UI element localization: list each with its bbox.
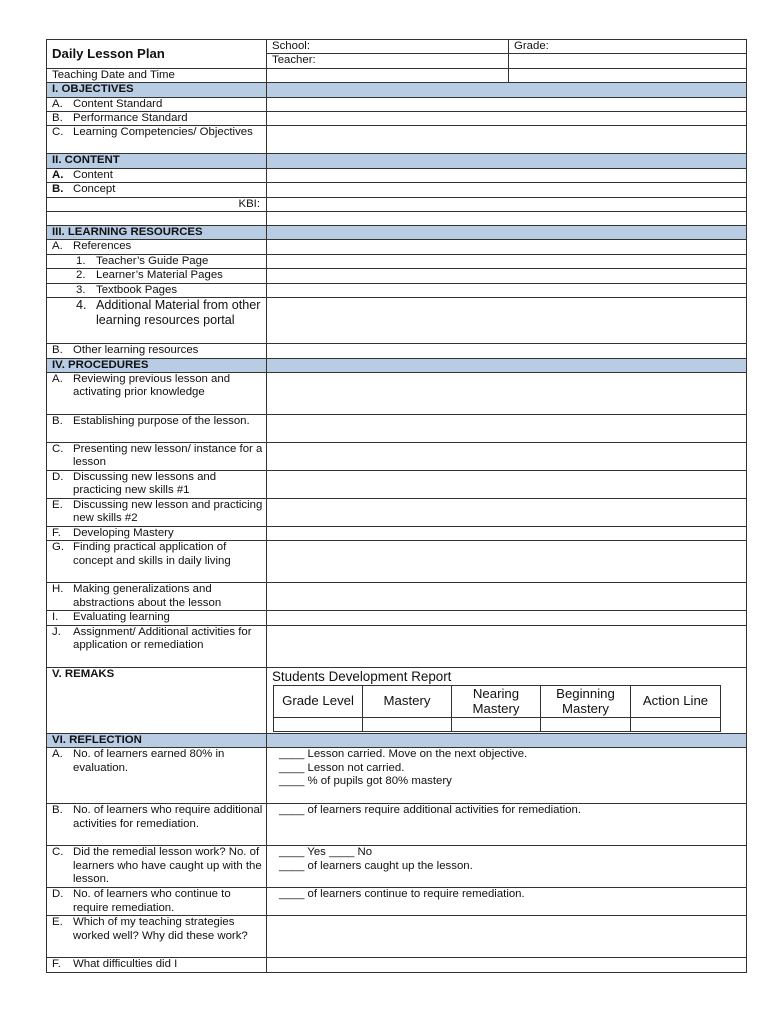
- item-mark: B.: [52, 804, 63, 817]
- teaching-date-cell-2: [509, 68, 747, 82]
- students-development-report: [267, 667, 747, 733]
- item-mark: A.: [52, 748, 63, 761]
- item-label: No. of learners who require additional activities for remediation.: [73, 804, 263, 830]
- answer-line: ____ Lesson not carried.: [279, 761, 405, 774]
- answer-cell: [267, 269, 747, 283]
- item-mark: C.: [52, 846, 64, 859]
- teaching-date-label: Teaching Date and Time: [47, 68, 267, 82]
- item-label: Performance Standard: [73, 112, 188, 125]
- list-item: [47, 888, 267, 916]
- list-item: [47, 112, 267, 126]
- section-procedures-fill: [267, 358, 747, 372]
- list-item: [47, 541, 267, 583]
- answer-line: ____ % of pupils got 80% mastery: [279, 774, 452, 787]
- answer-cell: [267, 183, 747, 197]
- answer-cell: [267, 240, 747, 254]
- item-label: Learning Competencies/ Objectives: [73, 126, 253, 139]
- item-mark: 1.: [76, 254, 86, 267]
- list-item: [47, 168, 267, 182]
- section-procedures-heading: IV. PROCEDURES: [47, 358, 267, 372]
- item-label: Did the remedial lesson work? No. of learners who have caught up with the lesson.: [73, 846, 262, 885]
- item-mark: A.: [52, 240, 63, 253]
- item-mark: F.: [52, 526, 61, 539]
- teacher-label: Teacher:: [267, 54, 509, 68]
- report-col-action-line: Action Line: [631, 685, 721, 717]
- list-item: [47, 269, 267, 283]
- answer-cell: [267, 470, 747, 498]
- report-cell: [363, 717, 452, 731]
- answer-cell: [267, 298, 747, 344]
- item-label: Additional Material from other learning resources portal: [96, 298, 261, 328]
- item-mark: E.: [52, 916, 63, 929]
- answer-cell: [267, 748, 747, 804]
- answer-cell: [267, 197, 747, 211]
- item-mark: J.: [52, 625, 61, 638]
- item-mark: D.: [52, 888, 64, 901]
- item-label: Discussing new lesson and practicing new skills #2: [73, 498, 263, 525]
- item-mark: B.: [52, 414, 63, 427]
- answer-cell: [267, 611, 747, 625]
- item-label: Developing Mastery: [73, 526, 174, 539]
- item-label: Teacher’s Guide Page: [96, 254, 209, 267]
- answer-cell: [267, 344, 747, 358]
- section-objectives-heading: I. OBJECTIVES: [47, 83, 267, 97]
- answer-cell: [267, 283, 747, 297]
- item-label: No. of learners who continue to require remediation.: [73, 888, 231, 914]
- list-item: [47, 298, 267, 344]
- answer-cell: [267, 526, 747, 540]
- list-item: [47, 183, 267, 197]
- item-label: Other learning resources: [73, 344, 199, 357]
- answer-cell: [267, 958, 747, 972]
- item-mark: G.: [52, 541, 65, 554]
- answer-cell: [267, 112, 747, 126]
- answer-line: ____ of learners require additional activities for remediation.: [279, 804, 582, 817]
- item-mark: B.: [52, 183, 64, 196]
- answer-cell: [267, 804, 747, 846]
- item-label: Reviewing previous lesson and activating prior knowledge: [73, 372, 231, 399]
- answer-cell: [267, 916, 747, 958]
- item-label: Textbook Pages: [96, 283, 178, 296]
- list-item: [47, 254, 267, 268]
- item-mark: H.: [52, 583, 64, 596]
- list-item: [47, 283, 267, 297]
- report-title: Students Development Report: [272, 668, 452, 684]
- answer-cell: [267, 625, 747, 667]
- spacer-cell: [47, 212, 267, 226]
- answer-cell: [267, 583, 747, 611]
- section-reflection-heading: VI. REFLECTION: [47, 733, 267, 747]
- report-cell: [452, 717, 541, 731]
- list-item: [47, 126, 267, 154]
- list-item: [47, 498, 267, 526]
- report-col-mastery: Mastery: [363, 685, 452, 717]
- item-mark: A.: [52, 372, 63, 385]
- item-mark: 4.: [76, 298, 87, 313]
- answer-cell: [267, 498, 747, 526]
- answer-cell: [267, 414, 747, 442]
- item-label: Finding practical application of concept and skills in daily living: [73, 541, 231, 567]
- section-objectives-fill: [267, 83, 747, 97]
- document-title: Daily Lesson Plan: [47, 40, 267, 69]
- item-mark: B.: [52, 344, 63, 357]
- answer-cell: [267, 97, 747, 111]
- list-item: [47, 526, 267, 540]
- item-label: No. of learners earned 80% in evaluation.: [73, 748, 225, 774]
- item-mark: E.: [52, 498, 63, 511]
- item-label: Content: [73, 168, 113, 181]
- list-item: [47, 625, 267, 667]
- list-item: [47, 916, 267, 958]
- answer-cell: [267, 372, 747, 414]
- list-item: [47, 240, 267, 254]
- item-mark: B.: [52, 112, 63, 125]
- teacher-extra-cell: [509, 54, 747, 68]
- item-mark: A.: [52, 168, 64, 181]
- item-mark: C.: [52, 126, 64, 139]
- report-cell: [631, 717, 721, 731]
- item-label: Discussing new lessons and practicing new skills #1: [73, 470, 217, 497]
- item-label: What difficulties did I: [73, 958, 178, 971]
- section-resources-heading: III. LEARNING RESOURCES: [47, 226, 267, 240]
- list-item: [47, 470, 267, 498]
- report-cell: [274, 717, 363, 731]
- report-table: [273, 685, 721, 732]
- item-label: Evaluating learning: [73, 611, 170, 624]
- item-mark: C.: [52, 442, 64, 455]
- answer-cell: [267, 888, 747, 916]
- answer-cell: [267, 442, 747, 470]
- answer-cell: [267, 254, 747, 268]
- list-item: [47, 344, 267, 358]
- item-label: Content Standard: [73, 97, 163, 110]
- answer-line: ____ of learners continue to require remediation.: [279, 888, 525, 901]
- section-resources-fill: [267, 226, 747, 240]
- section-content-fill: [267, 154, 747, 168]
- answer-cell: [267, 168, 747, 182]
- item-mark: 2.: [76, 269, 86, 282]
- item-mark: 3.: [76, 283, 86, 296]
- school-label: School:: [267, 40, 509, 54]
- report-col-nearing-mastery: Nearing Mastery: [452, 685, 541, 717]
- item-label: Concept: [73, 183, 116, 196]
- section-reflection-fill: [267, 733, 747, 747]
- item-mark: A.: [52, 97, 63, 110]
- item-label: Presenting new lesson/ instance for a lesson: [73, 442, 263, 469]
- list-item: [47, 804, 267, 846]
- item-label: References: [73, 240, 132, 253]
- list-item: [47, 372, 267, 414]
- answer-line: ____ Yes ____ No: [279, 846, 373, 859]
- list-item: [47, 611, 267, 625]
- list-item: [47, 97, 267, 111]
- report-cell: [541, 717, 631, 731]
- list-item: [47, 748, 267, 804]
- teaching-date-cell: [267, 68, 509, 82]
- answer-line: ____ Lesson carried. Move on the next objective.: [279, 748, 528, 761]
- answer-cell: [267, 212, 747, 226]
- daily-lesson-plan-table: [46, 39, 747, 973]
- report-col-beginning-mastery: Beginning Mastery: [541, 685, 631, 717]
- report-col-grade-level: Grade Level: [274, 685, 363, 717]
- list-item: [47, 442, 267, 470]
- item-label: Which of my teaching strategies worked well? Why did these work?: [73, 916, 248, 942]
- item-label: Establishing purpose of the lesson.: [73, 414, 250, 427]
- answer-cell: [267, 541, 747, 583]
- item-mark: D.: [52, 470, 64, 483]
- section-remarks-heading: V. REMAKS: [47, 667, 267, 733]
- answer-line: ____ of learners caught up the lesson.: [279, 859, 473, 872]
- item-label: Making generalizations and abstractions about the lesson: [73, 583, 222, 609]
- answer-cell: [267, 846, 747, 888]
- section-content-heading: II. CONTENT: [47, 154, 267, 168]
- answer-cell: [267, 126, 747, 154]
- kbi-label: KBI:: [47, 197, 267, 211]
- item-label: Learner’s Material Pages: [96, 269, 223, 282]
- grade-label: Grade:: [509, 40, 747, 54]
- list-item: [47, 583, 267, 611]
- list-item: [47, 958, 267, 972]
- item-mark: I.: [52, 611, 59, 624]
- list-item: [47, 414, 267, 442]
- item-mark: F.: [52, 958, 61, 971]
- item-label: Assignment/ Additional activities for application or remediation: [73, 625, 252, 652]
- list-item: [47, 846, 267, 888]
